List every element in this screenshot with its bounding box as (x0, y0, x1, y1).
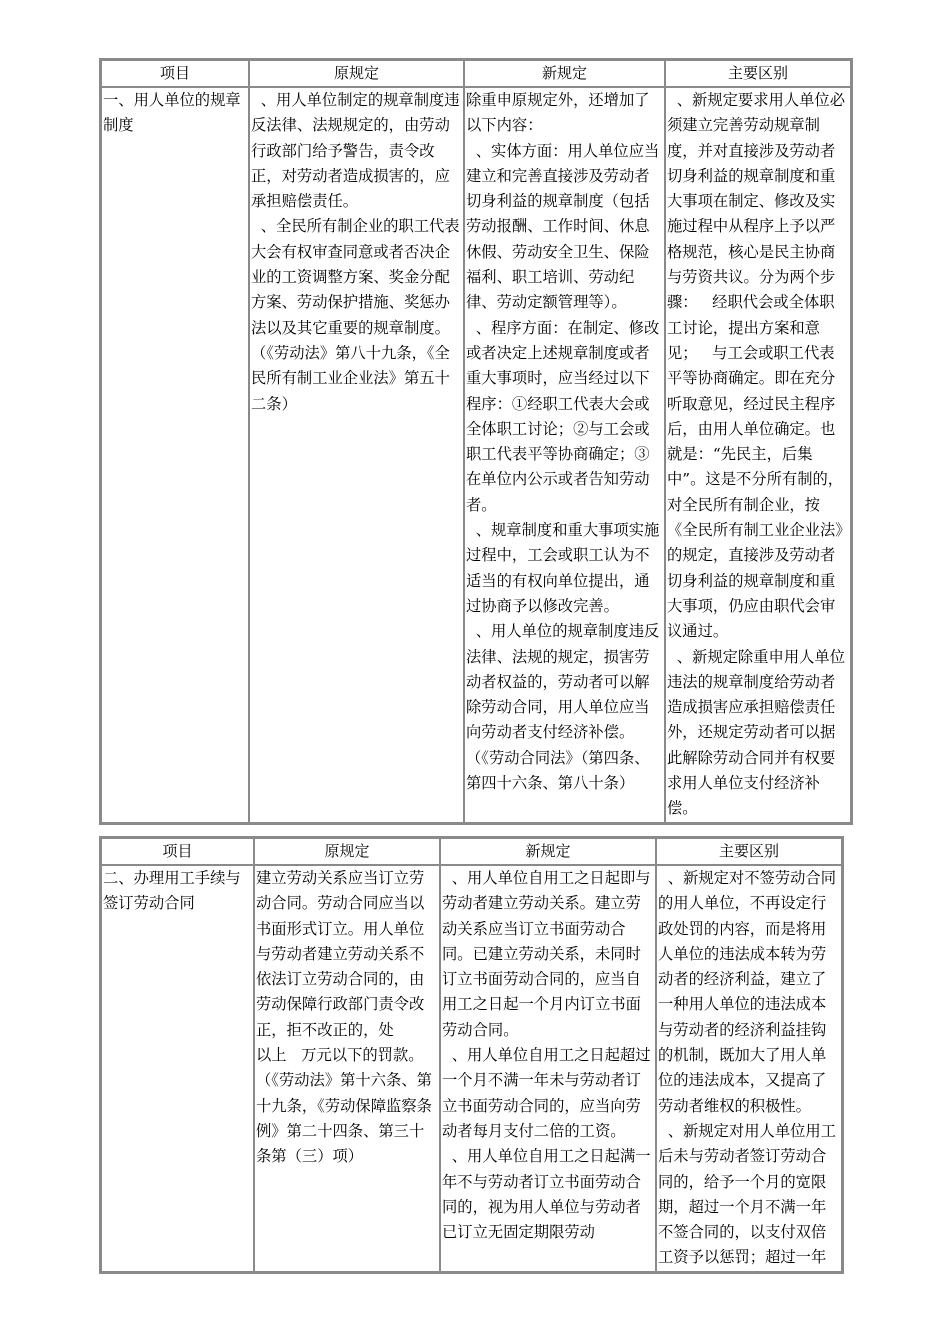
comparison-table-1 (99, 58, 853, 825)
header-original-rule: 原规定 (254, 838, 440, 865)
header-item: 项目 (101, 60, 249, 87)
header-main-difference: 主要区别 (665, 60, 851, 87)
comparison-table-2 (99, 836, 844, 1274)
cell-item: 二、办理用工手续与签订劳动合同 (101, 865, 254, 1272)
cell-new-rule: 除重申原规定外，还增加了以下内容： 、实体方面：用人单位应当建立和完善直接涉及劳动者切身利益的规章制度（包括劳动报酬、工作时间、休息休假、劳动安全卫生、保险福利、职工培训、劳动纪律、劳动定额管理等）。 、程序方面：在制定、修改或者决定上述规章制度或者重大事项时，应当经过以下程序：①经职工代表大会或全体职工讨论；②与工会或职工代表平等协商确定；③在单位内公示或者告知劳动者。 、规章制度和重大事项实施过程中，工会或职工认为不适当的有权向单位提出，通过协商予以修改完善。 、用人单位的规章制度违反法律、法规的规定，损害劳动者权益的，劳动者可以解除劳动合同，用人单位应当向劳动者支付经济补偿。（《劳动合同法》（第四条、第四十六条、第八十条） (464, 87, 665, 823)
cell-main-difference: 、新规定要求用人单位必须建立完善劳动规章制度，并对直接涉及劳动者切身利益的规章制度和重大事项在制定、修改及实施过程中从程序上予以严格规范，核心是民主协商与劳资共议。分为两个步骤： 经职代会或全体职工讨论，提出方案和意见； 与工会或职工代表平等协商确定。即在充分听取意见，经过民主程序后，由用人单位确定。也就是：“先民主，后集中”。这是不分所有制的，对全民所有制企业，按《全民所有制工业企业法》的规定，直接涉及劳动者切身利益的规章制度和重大事项，仍应由职代会审议通过。 、新规定除重申用人单位违法的规章制度给劳动者造成损害应承担赔偿责任外，还规定劳动者可以据此解除劳动合同并有权要求用人单位支付经济补偿。 (665, 87, 851, 823)
table-header-row (101, 838, 842, 865)
cell-new-rule: 、用人单位自用工之日起即与劳动者建立劳动关系。建立劳动关系应当订立书面劳动合同。已建立劳动关系，未同时订立书面劳动合同的，应当自用工之日起一个月内订立书面劳动合同。 、用人单位自用工之日起超过一个月不满一年未与劳动者订立书面劳动合同的，应当向劳动者每月支付二倍的工资。 、用人单位自用工之日起满一年不与劳动者订立书面劳动合同的，视为用人单位与劳动者已订立无固定期限劳动 (440, 865, 656, 1272)
header-main-difference: 主要区别 (656, 838, 842, 865)
header-item: 项目 (101, 838, 254, 865)
table-header-row (101, 60, 851, 87)
cell-original-rule: 、用人单位制定的规章制度违反法律、法规规定的，由劳动行政部门给予警告，责令改正，对劳动者造成损害的，应承担赔偿责任。 、全民所有制企业的职工代表大会有权审查同意或者否决企业的工资调整方案、奖金分配方案、劳动保护措施、奖惩办法以及其它重要的规章制度。（《劳动法》第八十九条，《全民所有制工业企业法》第五十二条） (249, 87, 464, 823)
header-new-rule: 新规定 (464, 60, 665, 87)
cell-main-difference: 、新规定对不签劳动合同的用人单位，不再设定行政处罚的内容，而是将用人单位的违法成本转为劳动者的经济利益，建立了一种用人单位的违法成本与劳动者的经济利益挂钩的机制，既加大了用人单位的违法成本，又提高了劳动者维权的积极性。 、新规定对用人单位用工后未与劳动者签订劳动合同的，给予一个月的宽限期，超过一个月不满一年不签合同的，以支付双倍工资予以惩罚；超过一年 (656, 865, 842, 1272)
table-row (101, 865, 842, 1272)
cell-item: 一、用人单位的规章制度 (101, 87, 249, 823)
cell-original-rule: 建立劳动关系应当订立劳动合同。劳动合同应当以书面形式订立。用人单位与劳动者建立劳动关系不依法订立劳动合同的，由劳动保障行政部门责令改正，拒不改正的，处 以上 万元以下的罚款。（《劳动法》第十六条、第十九条，《劳动保障监察条例》第二十四条、第三十条第（三）项） (254, 865, 440, 1272)
table-row (101, 87, 851, 823)
header-original-rule: 原规定 (249, 60, 464, 87)
header-new-rule: 新规定 (440, 838, 656, 865)
